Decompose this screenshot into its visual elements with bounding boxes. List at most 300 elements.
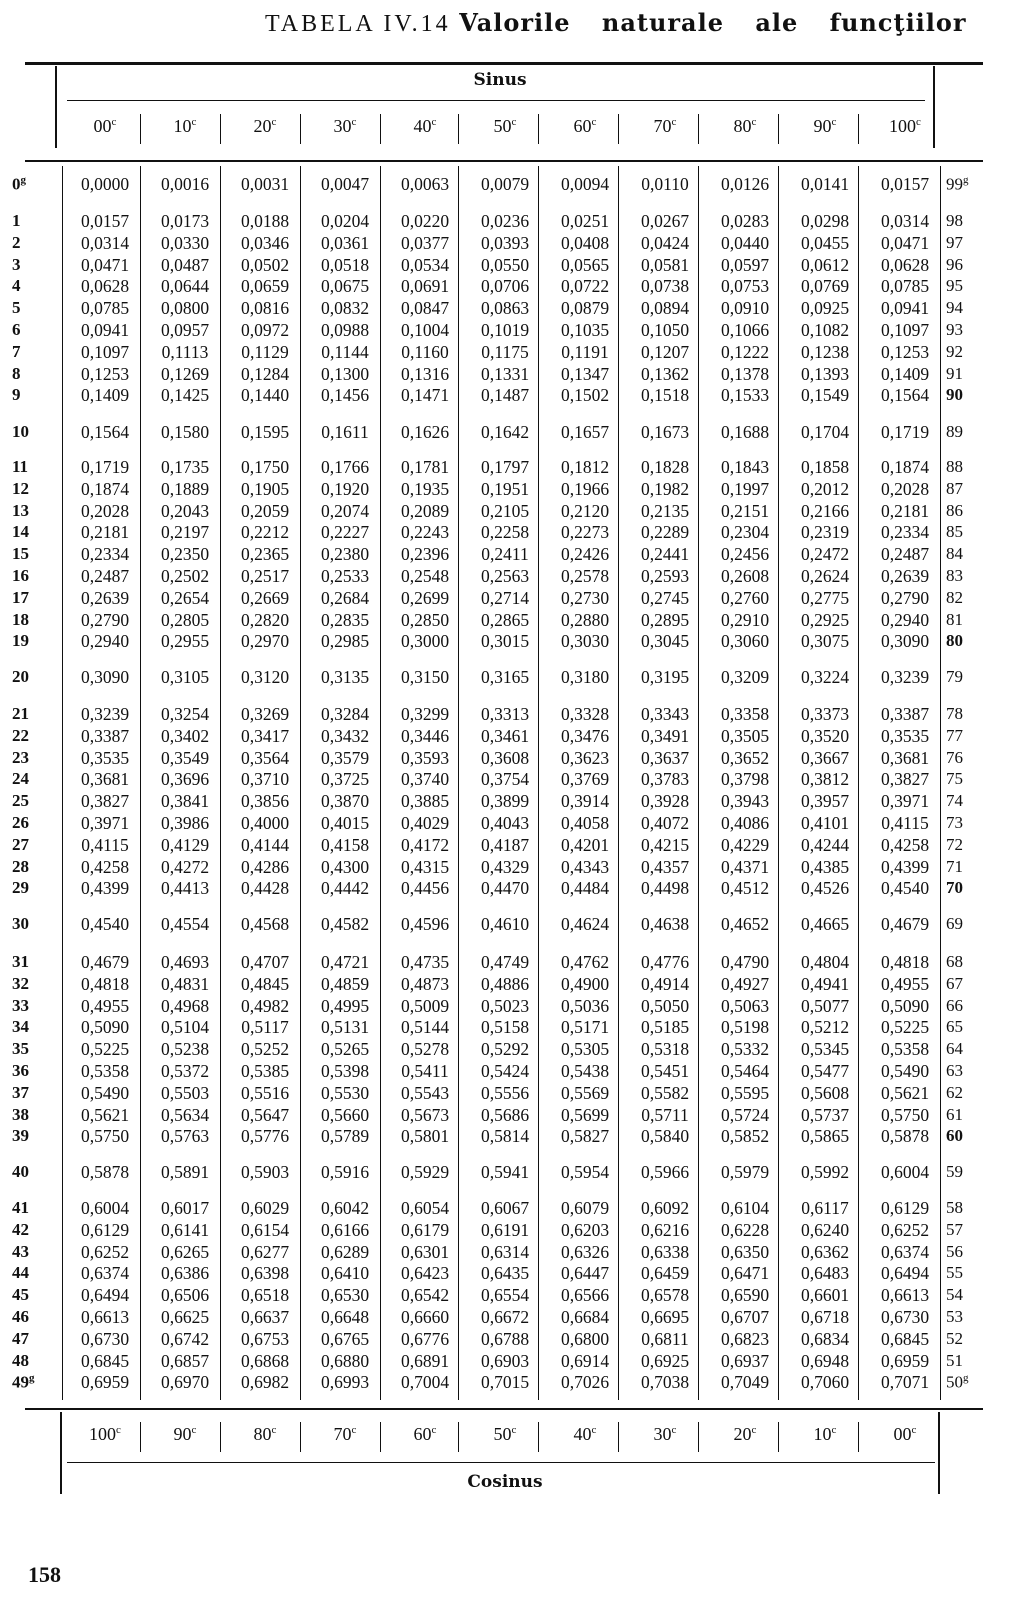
row-grade-right (946, 211, 1006, 231)
table-cell: 0,6374 (80, 1263, 130, 1284)
grade-value: 4 (12, 276, 21, 296)
table-cell: 0,6542 (400, 1285, 450, 1306)
grade-value: 54 (946, 1285, 963, 1305)
table-cell: 0,4484 (560, 878, 610, 899)
row-grade-left (12, 276, 52, 296)
table-cell: 0,2074 (320, 500, 370, 521)
table-cell: 0,3180 (560, 667, 610, 688)
sinus-head-separator (858, 114, 859, 144)
table-cell: 0,5252 (240, 1039, 290, 1060)
table-cell: 0,1951 (480, 478, 530, 499)
table-cell: 0,5185 (640, 1017, 690, 1038)
table-cell: 0,2120 (560, 500, 610, 521)
table-cell: 0,6684 (560, 1307, 610, 1327)
grade-value: 65 (946, 1017, 963, 1037)
table-cell: 0,4707 (240, 952, 290, 972)
table-cell: 0,5372 (160, 1061, 210, 1081)
grade-value: 28 (12, 856, 29, 876)
sinus-col-head (146, 116, 224, 137)
col-head-unit: c (271, 1424, 277, 1436)
table-cell: 0,1456 (320, 385, 370, 406)
footer-top-rule (25, 1408, 983, 1410)
table-cell: 0,2441 (640, 544, 690, 565)
cosinus-col-head (66, 1424, 144, 1445)
cosinus-col-head (386, 1424, 464, 1445)
table-cell: 0,2970 (240, 631, 290, 652)
table-cell: 0,5699 (560, 1104, 610, 1125)
grade-value: 93 (946, 320, 963, 339)
table-cell: 0,5332 (720, 1039, 770, 1060)
col-head-value: 40 (573, 1424, 592, 1444)
row-grade-left (12, 457, 52, 477)
table-cell: 0,2669 (240, 587, 290, 608)
table-cell: 0,5144 (400, 1017, 450, 1038)
grade-value: 30 (12, 914, 29, 934)
table-cell: 0,1750 (240, 457, 290, 477)
table-cell: 0,6240 (800, 1219, 850, 1240)
grade-value: 1 (12, 211, 21, 230)
table-cell: 0,0471 (80, 254, 130, 275)
table-cell: 0,0094 (560, 174, 610, 194)
table-cell: 0,2805 (160, 609, 210, 630)
table-cell: 0,6578 (640, 1285, 690, 1306)
table-cell: 0,0314 (80, 232, 130, 253)
table-cell: 0,6845 (880, 1328, 930, 1349)
table-cell: 0,1238 (800, 341, 850, 362)
table-cell: 0,3986 (160, 813, 210, 833)
sinus-head-separator (778, 114, 779, 144)
table-cell: 0,7038 (640, 1372, 690, 1393)
table-cell: 0,2487 (80, 566, 130, 586)
table-cell: 0,5305 (560, 1039, 610, 1060)
grade-value: 75 (946, 769, 963, 789)
col-head-unit: c (351, 116, 357, 128)
table-cell: 0,6326 (560, 1241, 610, 1262)
table-cell: 0,5385 (240, 1061, 290, 1081)
row-grade-right (946, 610, 1006, 630)
top-rule (25, 62, 983, 65)
table-cell: 0,6435 (480, 1263, 530, 1284)
table-cell: 0,1347 (560, 363, 610, 384)
table-cell: 0,3740 (400, 769, 450, 790)
col-head-unit: c (671, 116, 677, 128)
cosinus-head-separator (220, 1422, 221, 1452)
grade-value: 73 (946, 813, 963, 832)
table-cell: 0,2654 (160, 587, 210, 608)
cosinus-head-separator (698, 1422, 699, 1452)
row-grade-right (946, 544, 1006, 564)
table-cell: 0,0424 (640, 232, 690, 253)
table-cell: 0,3637 (640, 747, 690, 768)
table-cell: 0,2790 (880, 587, 930, 608)
table-cell: 0,1393 (800, 363, 850, 384)
row-grade-left (12, 835, 52, 855)
cosinus-head-separator (140, 1422, 141, 1452)
table-cell: 0,1004 (400, 320, 450, 340)
table-cell: 0,6648 (320, 1307, 370, 1327)
row-grade-right (946, 878, 1006, 898)
column-separator (618, 166, 619, 1400)
table-cell: 0,3827 (80, 791, 130, 812)
table-cell: 0,3417 (240, 725, 290, 746)
table-cell: 0,4679 (80, 952, 130, 972)
table-cell: 0,0816 (240, 298, 290, 319)
table-cell: 0,0738 (640, 276, 690, 297)
table-cell: 0,1549 (800, 385, 850, 406)
table-cell: 0,6613 (880, 1285, 930, 1306)
row-grade-left (12, 522, 52, 542)
row-grade-left (12, 1285, 52, 1305)
sinus-col-head (786, 116, 864, 137)
grade-unit: g (20, 174, 26, 186)
table-cell: 0,4399 (80, 878, 130, 899)
table-cell: 0,6959 (80, 1372, 130, 1393)
grade-value: 40 (12, 1162, 29, 1182)
table-cell: 0,3549 (160, 747, 210, 768)
table-cell: 0,0879 (560, 298, 610, 319)
table-cell: 0,4968 (160, 995, 210, 1016)
table-cell: 0,6314 (480, 1241, 530, 1262)
table-cell: 0,3224 (800, 667, 850, 688)
grade-value: 66 (946, 995, 963, 1015)
column-separator (940, 166, 941, 1400)
table-cell: 0,4596 (400, 914, 450, 935)
table-cell: 0,3710 (240, 769, 290, 790)
col-head-value: 60 (413, 1424, 432, 1444)
table-cell: 0,6948 (800, 1350, 850, 1371)
table-cell: 0,3328 (560, 704, 610, 724)
col-head-unit: c (511, 1424, 517, 1436)
row-grade-left (12, 1307, 52, 1327)
table-cell: 0,3783 (640, 769, 690, 790)
table-cell: 0,6494 (880, 1263, 930, 1284)
table-cell: 0,3090 (880, 631, 930, 652)
table-cell: 0,5345 (800, 1039, 850, 1060)
table-cell: 0,6277 (240, 1241, 290, 1262)
table-cell: 0,2578 (560, 566, 610, 586)
table-cell: 0,5398 (320, 1061, 370, 1081)
row-grade-left (12, 667, 52, 687)
table-cell: 0,3150 (400, 667, 450, 688)
table-cell: 0,6129 (80, 1219, 130, 1240)
col-head-value: 90 (173, 1424, 192, 1444)
grade-value: 81 (946, 609, 963, 629)
table-cell: 0,4229 (720, 834, 770, 855)
table-cell: 0,5801 (400, 1126, 450, 1147)
table-cell: 0,5582 (640, 1082, 690, 1103)
sinus-head-separator (140, 114, 141, 144)
table-cell: 0,3841 (160, 791, 210, 812)
grade-value: 78 (946, 704, 963, 723)
table-cell: 0,6447 (560, 1263, 610, 1284)
row-grade-right (946, 1242, 1006, 1262)
column-separator (380, 166, 381, 1400)
table-cell: 0,5621 (80, 1104, 130, 1125)
column-separator (220, 166, 221, 1400)
table-cell: 0,4129 (160, 834, 210, 855)
table-cell: 0,0251 (560, 211, 610, 231)
table-cell: 0,2135 (640, 500, 690, 521)
table-cell: 0,4512 (720, 878, 770, 899)
row-grade-right (946, 769, 1006, 789)
table-cell: 0,6067 (480, 1198, 530, 1218)
table-cell: 0,2940 (880, 609, 930, 630)
row-grade-left (12, 342, 52, 362)
table-cell: 0,1642 (480, 422, 530, 442)
table-cell: 0,0628 (880, 254, 930, 275)
table-cell: 0,0894 (640, 298, 690, 319)
cosinus-label: Cosinus (467, 1472, 543, 1492)
table-cell: 0,6788 (480, 1328, 530, 1349)
col-head-value: 60 (573, 116, 592, 136)
table-cell: 0,6834 (800, 1328, 850, 1349)
table-cell: 0,6753 (240, 1328, 290, 1349)
table-cell: 0,1378 (720, 363, 770, 384)
table-cell: 0,0863 (480, 298, 530, 319)
table-cell: 0,5212 (800, 1017, 850, 1038)
grade-value: 26 (12, 813, 29, 832)
table-cell: 0,4043 (480, 813, 530, 833)
row-grade-right (946, 667, 1006, 687)
col-head-unit: c (191, 1424, 197, 1436)
table-cell: 0,0910 (720, 298, 770, 319)
table-cell: 0,0267 (640, 211, 690, 231)
table-cell: 0,5198 (720, 1017, 770, 1038)
table-cell: 0,1719 (880, 422, 930, 442)
table-cell: 0,3652 (720, 747, 770, 768)
table-cell: 0,4790 (720, 952, 770, 972)
grade-value: 79 (946, 667, 963, 687)
grade-value: 77 (946, 725, 963, 745)
table-cell: 0,2517 (240, 566, 290, 586)
table-cell: 0,3812 (800, 769, 850, 790)
table-cell: 0,4000 (240, 813, 290, 833)
sinus-head-separator (220, 114, 221, 144)
row-grade-right (946, 588, 1006, 608)
table-cell: 0,3090 (80, 667, 130, 688)
grade-value: 50 (946, 1373, 963, 1393)
table-cell: 0,4015 (320, 813, 370, 833)
table-cell: 0,2043 (160, 500, 210, 521)
col-head-value: 50 (493, 1424, 512, 1444)
table-cell: 0,5878 (80, 1162, 130, 1183)
table-cell: 0,0393 (480, 232, 530, 253)
table-cell: 0,0330 (160, 232, 210, 253)
grade-value: 27 (12, 834, 29, 854)
grade-value: 44 (12, 1263, 29, 1283)
table-cell: 0,6718 (800, 1307, 850, 1327)
table-cell: 0,5171 (560, 1017, 610, 1038)
grade-value: 43 (12, 1241, 29, 1261)
grade-value: 84 (946, 544, 963, 564)
table-cell: 0,3254 (160, 704, 210, 724)
table-cell: 0,0236 (480, 211, 530, 231)
table-cell: 0,5438 (560, 1061, 610, 1081)
table-cell: 0,6566 (560, 1285, 610, 1306)
cosinus-col-head (146, 1424, 224, 1445)
grade-value: 18 (12, 609, 29, 629)
table-cell: 0,4540 (880, 878, 930, 899)
table-cell: 0,3387 (880, 704, 930, 724)
row-grade-left (12, 566, 52, 586)
table-cell: 0,5464 (720, 1061, 770, 1081)
table-cell: 0,2089 (400, 500, 450, 521)
table-cell: 0,0706 (480, 276, 530, 297)
table-cell: 0,5954 (560, 1162, 610, 1183)
grade-value: 13 (12, 500, 29, 520)
row-grade-right (946, 1039, 1006, 1059)
table-cell: 0,6937 (720, 1350, 770, 1371)
row-grade-right (946, 631, 1006, 651)
table-cell: 0,6518 (240, 1285, 290, 1306)
table-title (265, 8, 1005, 38)
cosinus-col-head (866, 1424, 944, 1445)
grade-value: 96 (946, 254, 963, 274)
table-cell: 0,5966 (640, 1162, 690, 1183)
row-grade-right (946, 276, 1006, 296)
col-head-unit: c (116, 1424, 121, 1436)
table-cell: 0,2028 (880, 478, 930, 499)
table-cell: 0,7071 (880, 1372, 930, 1393)
table-cell: 0,2273 (560, 522, 610, 543)
table-cell: 0,6823 (720, 1328, 770, 1349)
table-cell: 0,6868 (240, 1350, 290, 1371)
grade-value: 33 (12, 995, 29, 1015)
grade-value: 91 (946, 363, 963, 383)
grade-value: 85 (946, 522, 963, 542)
table-cell: 0,1035 (560, 320, 610, 340)
table-cell: 0,4610 (480, 914, 530, 935)
col-head-unit: c (271, 116, 277, 128)
table-cell: 0,0031 (240, 174, 290, 194)
table-cell: 0,2028 (80, 500, 130, 521)
table-cell: 0,0361 (320, 232, 370, 253)
table-cell: 0,2624 (800, 566, 850, 586)
table-cell: 0,4442 (320, 878, 370, 899)
table-cell: 0,4115 (81, 834, 129, 855)
table-cell: 0,2227 (320, 522, 370, 543)
table-cell: 0,0283 (720, 211, 770, 231)
row-grade-right (946, 566, 1006, 586)
table-cell: 0,1564 (880, 385, 930, 406)
table-cell: 0,0612 (800, 254, 850, 275)
table-cell: 0,5490 (80, 1082, 130, 1103)
row-grade-right (946, 320, 1006, 340)
table-cell: 0,3681 (80, 769, 130, 790)
table-cell: 0,0471 (880, 232, 930, 253)
table-cell: 0,4258 (880, 834, 930, 855)
table-cell: 0,6483 (800, 1263, 850, 1284)
grade-value: 10 (12, 422, 29, 441)
table-cell: 0,5063 (720, 995, 770, 1016)
table-cell: 0,6590 (720, 1285, 770, 1306)
table-cell: 0,1253 (880, 341, 930, 362)
grade-value: 83 (946, 566, 963, 585)
table-cell: 0,1905 (240, 478, 290, 499)
table-cell: 0,0377 (400, 232, 450, 253)
col-head-value: 20 (253, 116, 272, 136)
grade-value: 99 (946, 174, 963, 194)
table-cell: 0,0832 (320, 298, 370, 319)
row-grade-left (12, 769, 52, 789)
table-cell: 0,4526 (800, 878, 850, 899)
table-cell: 0,0408 (560, 232, 610, 253)
table-cell: 0,5265 (320, 1039, 370, 1060)
table-cell: 0,6191 (480, 1219, 530, 1240)
table-cell: 0,4371 (720, 856, 770, 877)
row-grade-right (946, 1372, 1006, 1393)
table-cell: 0,3856 (240, 791, 290, 812)
row-grade-left (12, 501, 52, 521)
table-cell: 0,2790 (80, 609, 130, 630)
table-cell: 0,4955 (880, 973, 930, 994)
table-cell: 0,0597 (720, 254, 770, 275)
table-cell: 0,2105 (480, 500, 530, 521)
table-cell: 0,0800 (160, 298, 210, 319)
table-cell: 0,6982 (240, 1372, 290, 1393)
grade-value: 95 (946, 276, 963, 296)
table-cell: 0,6029 (240, 1198, 290, 1218)
col-head-value: 90 (813, 116, 832, 136)
table-cell: 0,4941 (800, 973, 850, 994)
table-cell: 0,1781 (400, 457, 450, 477)
table-cell: 0,7015 (480, 1372, 530, 1393)
table-cell: 0,6004 (880, 1162, 930, 1183)
grade-value: 52 (946, 1328, 963, 1348)
table-cell: 0,1611 (321, 422, 369, 442)
grade-value: 57 (946, 1219, 963, 1239)
table-cell: 0,3313 (480, 704, 530, 724)
col-head-value: 30 (333, 116, 352, 136)
table-cell: 0,5916 (320, 1162, 370, 1183)
table-cell: 0,0957 (160, 320, 210, 340)
table-cell: 0,3075 (800, 631, 850, 652)
table-cell: 0,5852 (720, 1126, 770, 1147)
col-head-value: 10 (173, 116, 192, 136)
table-cell: 0,4115 (881, 813, 929, 833)
table-cell: 0,2334 (880, 522, 930, 543)
table-cell: 0,6776 (400, 1328, 450, 1349)
table-cell: 0,3667 (800, 747, 850, 768)
grade-value: 59 (946, 1162, 963, 1182)
table-cell: 0,6216 (640, 1219, 690, 1240)
table-cell: 0,2699 (400, 587, 450, 608)
sinus-label: Sinus (473, 70, 527, 90)
table-cell: 0,6959 (880, 1350, 930, 1371)
grade-value: 25 (12, 791, 29, 811)
table-cell: 0,5036 (560, 995, 610, 1016)
column-separator (300, 166, 301, 1400)
table-cell: 0,2380 (320, 544, 370, 565)
table-cell: 0,4315 (400, 856, 450, 877)
table-cell: 0,4886 (480, 973, 530, 994)
table-cell: 0,2910 (720, 609, 770, 630)
row-grade-left (12, 1198, 52, 1218)
table-cell: 0,1175 (481, 341, 529, 362)
grade-value: 29 (12, 878, 29, 898)
grade-value: 11 (12, 457, 29, 476)
table-cell: 0,6301 (400, 1241, 450, 1262)
row-grade-left (12, 726, 52, 746)
row-grade-right (946, 233, 1006, 253)
col-head-unit: c (831, 116, 837, 128)
sinus-col-head (626, 116, 704, 137)
table-cell: 0,0925 (800, 298, 850, 319)
table-cell: 0,3696 (160, 769, 210, 790)
table-cell: 0,0157 (880, 174, 930, 194)
table-cell: 0,6845 (80, 1350, 130, 1371)
table-cell: 0,1409 (880, 363, 930, 384)
